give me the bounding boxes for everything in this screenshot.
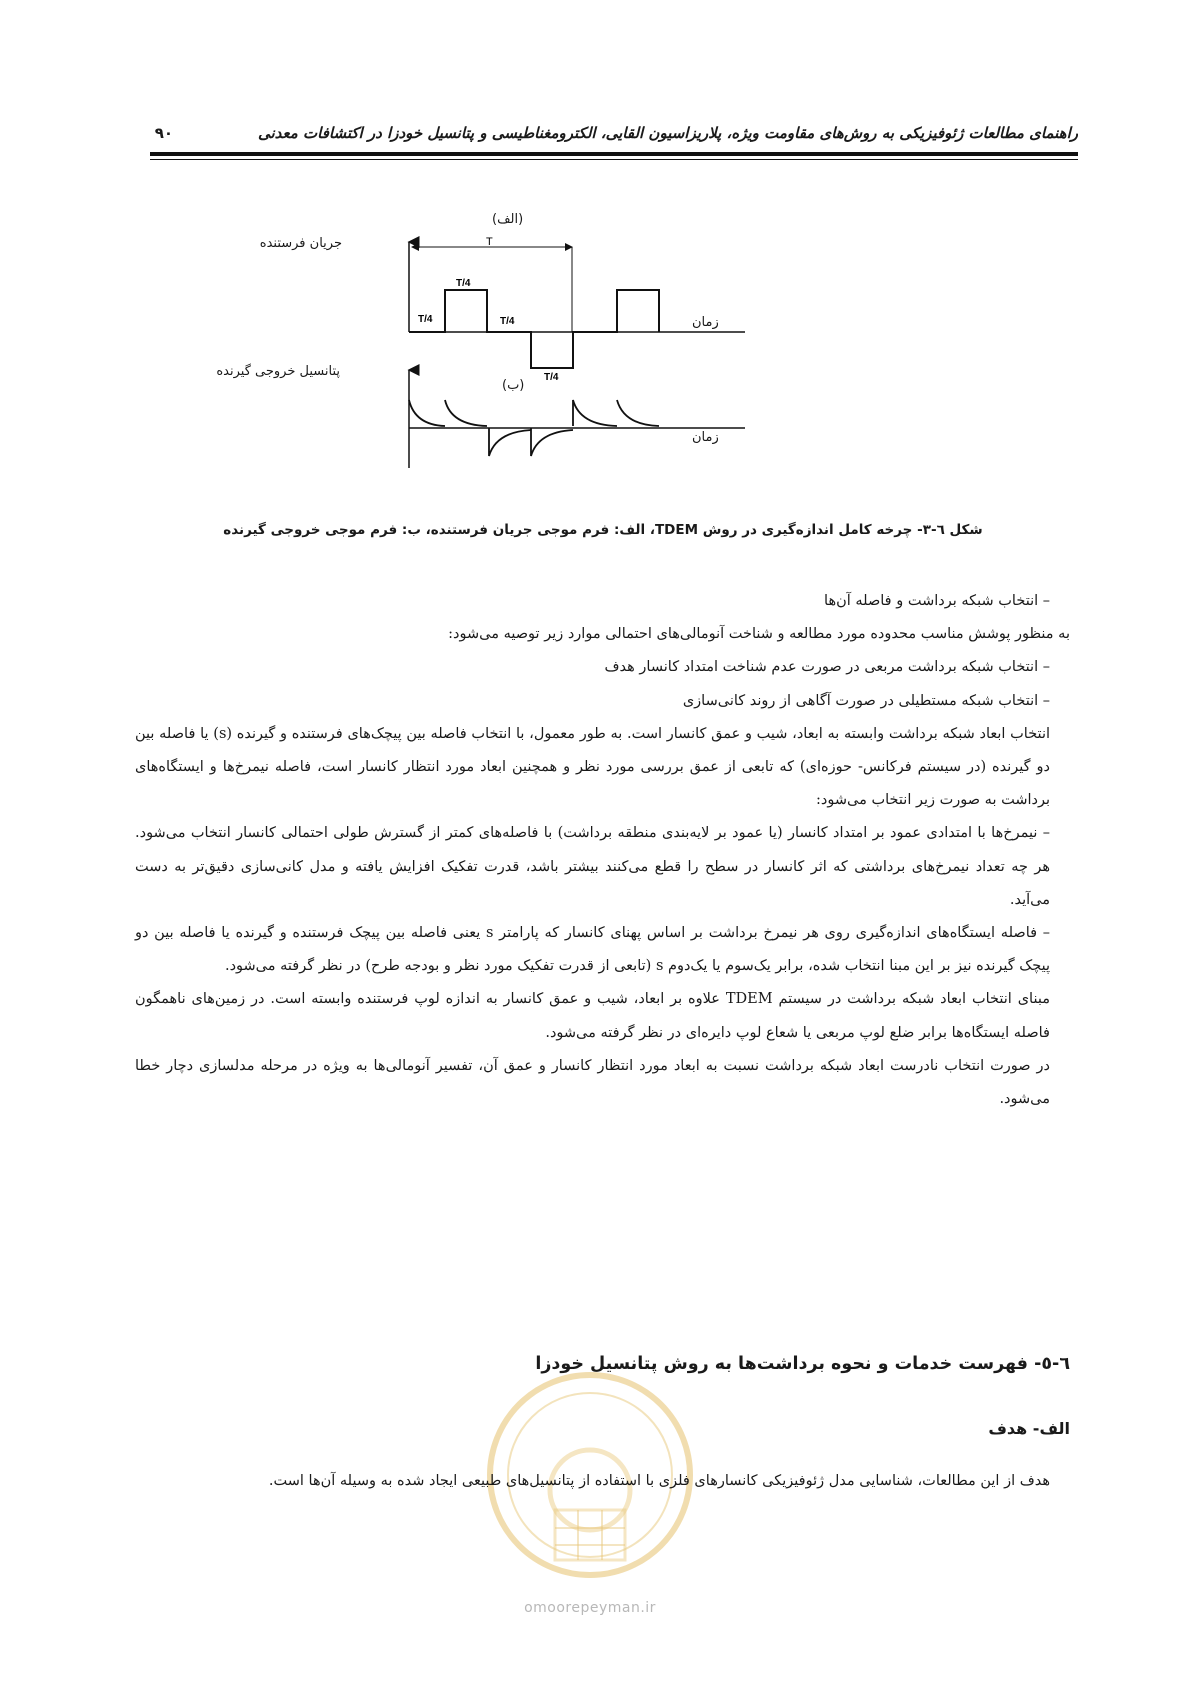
section-body xyxy=(135,1463,1070,1499)
paragraph: انتخاب ابعاد شبکه برداشت وابسته به ابعاد، شیب و عمق کانسار است. به طور معمول، با انتخاب فاصله بین پیچک‌های فرستنده و گیرنده (s) یا فاصله بین دو گیرنده (در سیستم فرکانس- حوزه‌ای) که تابعی از عمق بررسی مورد نظر و همچنین ابعاد مورد انتظار کانسار است، فاصله نیمرخ‌ها و ایستگاه‌های برداشت به صورت زیر انتخاب می‌شود: xyxy=(135,725,1051,809)
subheading: الف- هدف xyxy=(988,1419,1070,1438)
figure-label-a: (الف) xyxy=(492,212,524,227)
header-rule-thin xyxy=(150,159,1078,160)
y-label-transmitter: جریان فرستنده xyxy=(259,236,342,251)
waveform-figure xyxy=(200,212,1000,510)
quarter-label-1: T/4 xyxy=(418,314,433,325)
figure-label-b: (ب) xyxy=(502,378,525,393)
paragraph: – انتخاب شبکه مستطیلی در صورت آگاهی از روند کانی‌سازی xyxy=(682,692,1050,709)
period-label: T xyxy=(486,236,493,248)
paragraph: – نیمرخ‌ها با امتدادی عمود بر امتداد کانسار (یا عمود بر لایه‌بندی منطقه برداشت) با فاصله‌های کمتر از گسترش طولی احتمالی کانسار انتخاب می‌شود. هر چه تعداد نیمرخ‌های برداشتی که اثر کانسار در سطح را قطع می‌کنند بیشتر باشد، قدرت تفکیک افزایش یافته و مدل کانی‌سازی دقیق‌تر به دست می‌آید. xyxy=(135,825,1050,908)
quarter-label-2: T/4 xyxy=(456,278,471,289)
section-heading: ٦-٥- فهرست خدمات و نحوه برداشت‌ها به روش پتانسیل خودزا xyxy=(535,1354,1070,1374)
page-number: ۹۰ xyxy=(154,124,173,142)
paragraph: مبنای انتخاب ابعاد شبکه برداشت در سیستم TDEM علاوه بر ابعاد، شیب و عمق کانسار به اندازه لوپ فرستنده وابسته است. در زمین‌های ناهمگون فاصله ایستگاه‌ها برابر ضلع لوپ مربعی یا شعاع لوپ دایره‌ای در نظر گرفته می‌شود. xyxy=(135,991,1050,1041)
running-title: راهنمای مطالعات ژئوفیزیکی به روش‌های مقاومت ویژه، پلاریزاسیون القایی، الکترومغناطیسی و پتانسیل خودزا در اکتشافات معدنی xyxy=(257,124,1078,142)
body-text xyxy=(135,585,1070,1116)
paragraph: هدف از این مطالعات، شناسایی مدل ژئوفیزیکی کانسارهای فلزی با استفاده از پتانسیل‌های طبیعی ایجاد شده به وسیله آن‌ها است. xyxy=(268,1473,1050,1489)
paragraph: – فاصله ایستگاه‌های اندازه‌گیری روی هر نیمرخ برداشت بر اساس پهنای کانسار که پارامتر s یعنی فاصله بین پیچک فرستنده و گیرنده یا فاصله بین دو پیچک گیرنده نیز بر این مبنا انتخاب شده، برابر یک‌سوم یا یک‌دوم s (تابعی از قدرت تفکیک مورد نظر و بودجه طرح) در نظر گرفته می‌شود. xyxy=(135,925,1051,975)
y-label-receiver: پتانسیل خروجی گیرنده xyxy=(216,364,340,379)
watermark-url: omoorepeyman.ir xyxy=(524,1600,656,1616)
paragraph: در صورت انتخاب نادرست ابعاد شبکه برداشت نسبت به ابعاد مورد انتظار کانسار و عمق آن، تفسیر آنومالی‌ها به ویژه در مرحله مدلسازی دچار خطا می‌شود. xyxy=(135,1057,1050,1108)
figure-caption: شکل ٦-٣- چرخه کامل اندازه‌گیری در روش TDEM، الف: فرم موجی جریان فرستنده، ب: فرم موجی خروجی گیرنده xyxy=(223,522,983,538)
x-label-time-top: زمان xyxy=(692,315,719,330)
quarter-label-3: T/4 xyxy=(500,316,515,327)
header-rule-thick xyxy=(150,152,1078,156)
quarter-label-4: T/4 xyxy=(544,372,559,383)
paragraph: به منظور پوشش مناسب محدوده مورد مطالعه و شناخت آنومالی‌های احتمالی موارد زیر توصیه می‌شود: xyxy=(448,626,1070,643)
transmitter-waveform xyxy=(409,290,659,368)
page-header xyxy=(150,120,1078,164)
paragraph: – انتخاب شبکه برداشت مربعی در صورت عدم شناخت امتداد کانسار هدف xyxy=(604,659,1050,676)
x-label-time-bottom: زمان xyxy=(692,430,719,445)
paragraph: – انتخاب شبکه برداشت و فاصله آن‌ها xyxy=(824,593,1050,609)
